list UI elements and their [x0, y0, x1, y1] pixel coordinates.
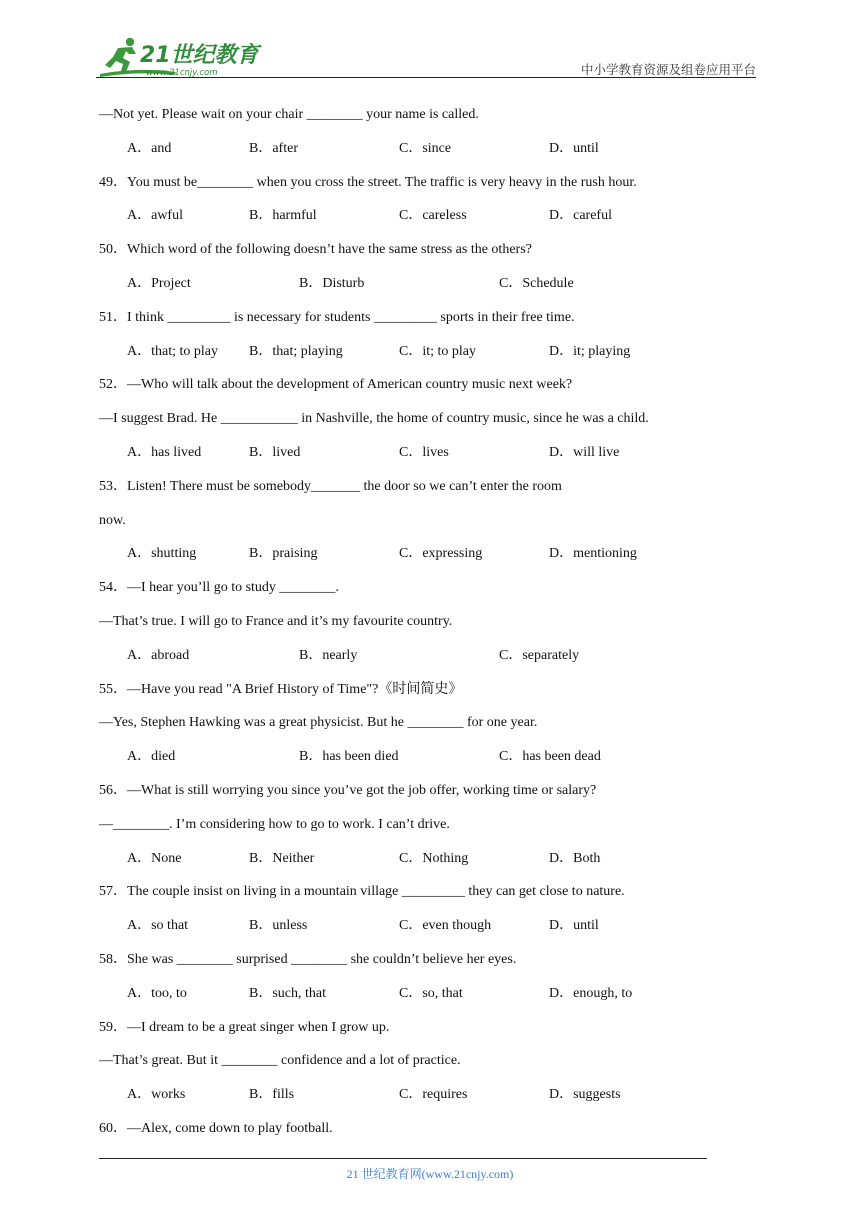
- option-a: A．shutting: [127, 546, 197, 562]
- option-c: C．Nothing: [399, 850, 469, 866]
- option-a: A．None: [127, 850, 182, 866]
- question-item: [99, 374, 739, 475]
- header-platform-text: 中小学教育资源及组卷应用平台: [580, 62, 756, 77]
- question-item: [99, 881, 739, 949]
- option-a: A．so that: [127, 918, 189, 934]
- question-text: 59．—I dream to be a great singer when I grow up.: [99, 1019, 390, 1035]
- question-item: [99, 307, 739, 375]
- options-row: [99, 205, 739, 239]
- options-row: [99, 915, 739, 949]
- question-text: now.: [99, 512, 126, 528]
- option-c: C．Schedule: [499, 275, 574, 291]
- option-d: D．mentioning: [549, 546, 637, 562]
- options-row: [99, 138, 739, 172]
- option-c: C．it; to play: [399, 343, 476, 359]
- option-a: A．has lived: [127, 444, 202, 460]
- option-b: B．has been died: [299, 749, 399, 765]
- question-item: [99, 104, 739, 172]
- option-c: C．even though: [399, 918, 492, 934]
- question-text: —That’s true. I will go to France and it’s my favourite country.: [99, 613, 453, 629]
- option-c: C．careless: [399, 208, 467, 224]
- question-item: [99, 780, 739, 881]
- option-c: C．separately: [499, 647, 580, 663]
- header-divider: [96, 77, 756, 78]
- option-b: B．nearly: [299, 647, 358, 663]
- logo-url: www.21cnjy.com: [146, 68, 218, 78]
- option-d: D．it; playing: [549, 343, 631, 359]
- question-item: [99, 577, 739, 678]
- logo-text: 21世纪教育: [140, 43, 259, 68]
- options-row: [99, 645, 739, 679]
- option-b: B．harmful: [249, 208, 317, 224]
- options-row: [99, 543, 739, 577]
- footer-text: 21 世纪教育网(www.21cnjy.com): [346, 1167, 514, 1181]
- question-text: —________. I’m considering how to go to work. I can’t drive.: [99, 816, 450, 832]
- question-list: [99, 104, 739, 1152]
- site-logo: [96, 34, 266, 78]
- option-d: D．suggests: [549, 1087, 621, 1103]
- option-c: C．requires: [399, 1087, 468, 1103]
- option-b: B．Disturb: [299, 275, 365, 291]
- question-text: 52．—Who will talk about the development of American country music next week?: [99, 377, 573, 393]
- options-row: [99, 273, 739, 307]
- question-text: —Not yet. Please wait on your chair ________ your name is called.: [99, 107, 479, 122]
- options-row: [99, 442, 739, 476]
- page-header: [96, 30, 756, 78]
- question-text: 57．The couple insist on living in a mountain village _________ they can get close to nature.: [99, 884, 625, 900]
- option-d: D．will live: [549, 444, 620, 460]
- options-row: [99, 341, 739, 375]
- question-item: [99, 172, 739, 240]
- option-c: C．lives: [399, 444, 449, 460]
- option-b: B．unless: [249, 918, 308, 934]
- question-item: [99, 476, 739, 577]
- option-a: A．Project: [127, 275, 191, 291]
- options-row: [99, 983, 739, 1017]
- option-b: B．praising: [249, 546, 318, 562]
- question-item: [99, 239, 739, 307]
- option-d: D．careful: [549, 208, 612, 224]
- option-a: A．works: [127, 1087, 186, 1103]
- option-a: A．died: [127, 749, 176, 765]
- question-text: 51．I think _________ is necessary for students _________ sports in their free time.: [99, 309, 575, 325]
- option-a: A．awful: [127, 208, 183, 224]
- question-text: 55．—Have you read "A Brief History of Time"?《时间简史》: [99, 681, 463, 697]
- option-b: B．after: [249, 140, 298, 156]
- option-c: C．so, that: [399, 985, 463, 1001]
- option-d: D．Both: [549, 850, 601, 866]
- option-c: C．has been dead: [499, 749, 601, 765]
- option-a: A．that; to play: [127, 343, 218, 359]
- options-row: [99, 1084, 739, 1118]
- footer-divider: [99, 1158, 707, 1159]
- option-b: B．fills: [249, 1087, 295, 1103]
- option-b: B．that; playing: [249, 343, 343, 359]
- option-a: A．abroad: [127, 647, 190, 663]
- option-b: B．such, that: [249, 985, 326, 1001]
- question-text: —I suggest Brad. He ___________ in Nashville, the home of country music, since he was a child.: [99, 411, 649, 427]
- option-b: B．lived: [249, 444, 301, 460]
- option-c: C．since: [399, 140, 452, 156]
- question-text: 60．—Alex, come down to play football.: [99, 1120, 333, 1136]
- option-c: C．expressing: [399, 546, 483, 562]
- question-item: [99, 1118, 739, 1152]
- question-text: 49．You must be________ when you cross the street. The traffic is very heavy in the rush hour.: [99, 174, 637, 190]
- question-text: 50．Which word of the following doesn’t have the same stress as the others?: [99, 242, 532, 258]
- question-text: 54．—I hear you’ll go to study ________.: [99, 580, 339, 596]
- option-d: D．until: [549, 140, 599, 156]
- option-b: B．Neither: [249, 850, 315, 866]
- option-d: D．enough, to: [549, 985, 633, 1001]
- option-a: A．too, to: [127, 985, 187, 1001]
- option-a: A．and: [127, 140, 172, 156]
- options-row: [99, 746, 739, 780]
- question-text: —Yes, Stephen Hawking was a great physicist. But he ________ for one year.: [99, 715, 538, 731]
- options-row: [99, 848, 739, 882]
- question-text: 56．—What is still worrying you since you’ve got the job offer, working time or salary?: [99, 782, 597, 798]
- option-d: D．until: [549, 918, 599, 934]
- question-text: 58．She was ________ surprised ________ she couldn’t believe her eyes.: [99, 951, 517, 967]
- question-text: 53．Listen! There must be somebody_______ the door so we can’t enter the room: [99, 478, 562, 494]
- question-item: [99, 679, 739, 780]
- question-item: [99, 949, 739, 1017]
- question-text: —That’s great. But it ________ confidence and a lot of practice.: [99, 1053, 461, 1069]
- question-item: [99, 1017, 739, 1118]
